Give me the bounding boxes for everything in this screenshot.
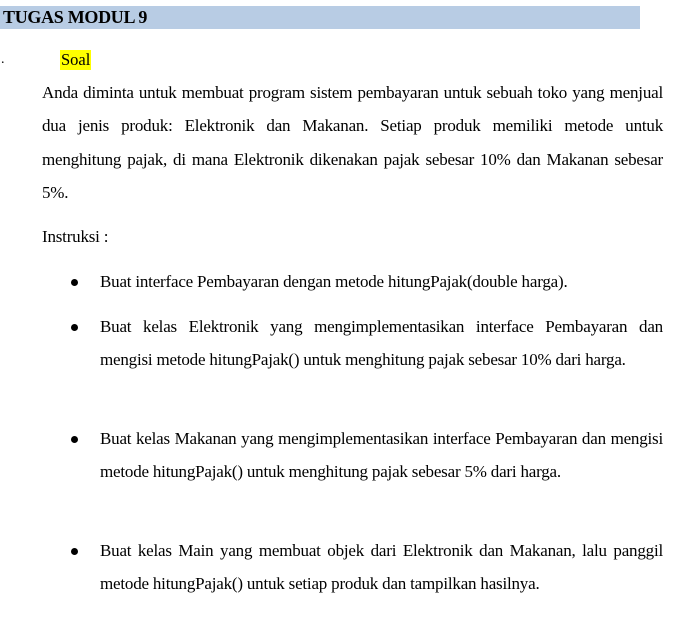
bullet-icon: [71, 436, 78, 443]
instructions-label: Instruksi :: [42, 227, 109, 246]
instruction-item: Buat kelas Elektronik yang mengimplementasikan interface Pembayaran dan mengisi metode hitungPajak() untuk menghitung pajak sebesar 10% dari harga.: [100, 317, 663, 370]
intro-paragraph: Anda diminta untuk membuat program sistem pembayaran untuk sebuah toko yang menjual dua jenis produk: Elektronik dan Makanan. Setiap produk memiliki metode untuk menghitung pajak, di mana Elektronik dikenakan pajak sebesar 10% dan Makanan sebesar 5%.: [42, 83, 663, 202]
document-title: TUGAS MODUL 9: [3, 7, 148, 27]
instruction-item: Buat interface Pembayaran dengan metode hitungPajak(double harga).: [100, 272, 568, 291]
section-label-soal: Soal: [61, 50, 91, 69]
list-marker: .: [1, 52, 5, 67]
instruction-item: Buat kelas Main yang membuat objek dari Elektronik dan Makanan, lalu panggil metode hitungPajak() untuk setiap produk dan tampilkan hasilnya.: [100, 541, 663, 594]
bullet-icon: [71, 279, 78, 286]
bullet-icon: [71, 324, 78, 331]
instruction-item: Buat kelas Makanan yang mengimplementasikan interface Pembayaran dan mengisi metode hitungPajak() untuk menghitung pajak sebesar 5% dari harga.: [100, 429, 663, 482]
bullet-icon: [71, 548, 78, 555]
